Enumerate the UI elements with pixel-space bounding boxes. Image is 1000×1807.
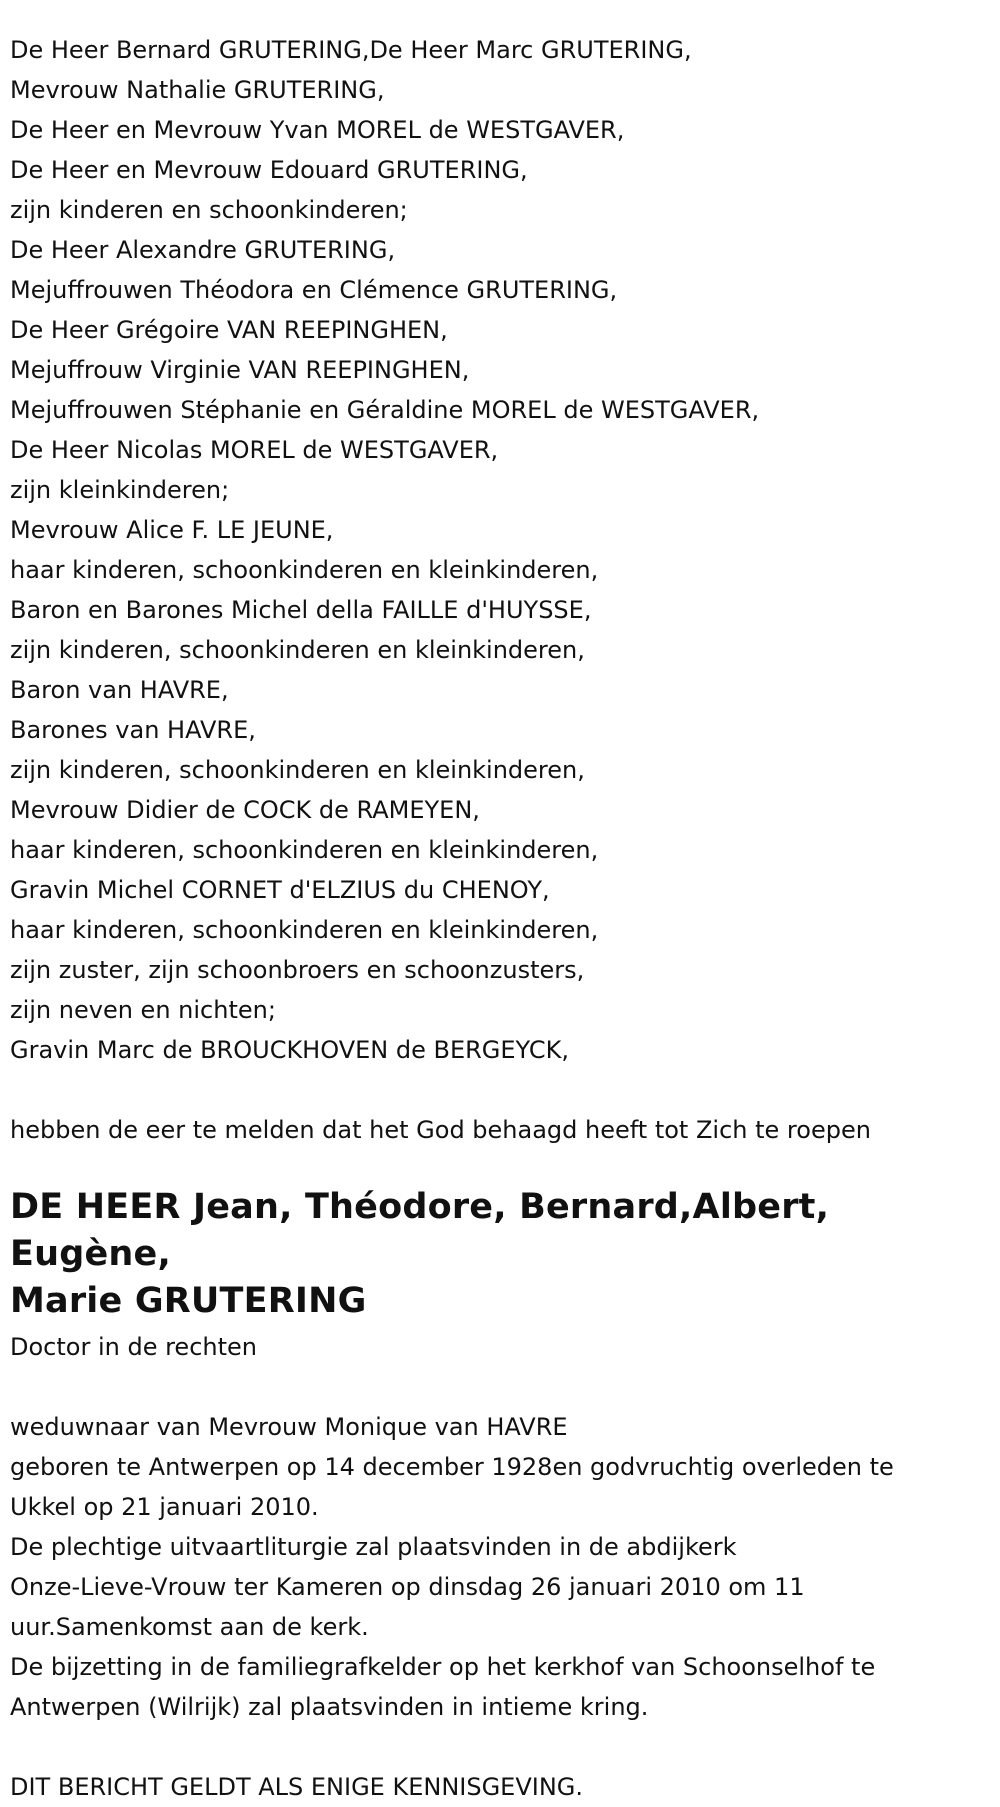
family-line: Mejuffrouw Virginie VAN REEPINGHEN, — [10, 356, 470, 384]
details-line: Onze-Lieve-Vrouw ter Kameren op dinsdag 26 januari 2010 om 11 — [10, 1573, 805, 1601]
family-line: De Heer Grégoire VAN REEPINGHEN, — [10, 316, 448, 344]
deceased-title: Doctor in de rechten — [10, 1333, 257, 1361]
family-line: De Heer en Mevrouw Yvan MOREL de WESTGAVER, — [10, 116, 625, 144]
details-line: De bijzetting in de familiegrafkelder op het kerkhof van Schoonselhof te — [10, 1653, 876, 1681]
family-line: haar kinderen, schoonkinderen en kleinkinderen, — [10, 556, 599, 584]
details-line: geboren te Antwerpen op 14 december 1928en godvruchtig overleden te — [10, 1453, 894, 1481]
family-list — [10, 30, 985, 1070]
family-line: De Heer Bernard GRUTERING,De Heer Marc GRUTERING, — [10, 36, 692, 64]
details-line: Ukkel op 21 januari 2010. — [10, 1493, 319, 1521]
details-line: Antwerpen (Wilrijk) zal plaatsvinden in intieme kring. — [10, 1693, 649, 1721]
family-line: zijn kinderen en schoonkinderen; — [10, 196, 408, 224]
family-line: zijn kinderen, schoonkinderen en kleinkinderen, — [10, 636, 585, 664]
family-line: Mejuffrouwen Stéphanie en Géraldine MOREL de WESTGAVER, — [10, 396, 760, 424]
family-line: De Heer Nicolas MOREL de WESTGAVER, — [10, 436, 499, 464]
deceased-name-line-1: DE HEER Jean, Théodore, Bernard,Albert, Eugène, — [10, 1187, 830, 1274]
family-line: zijn kleinkinderen; — [10, 476, 230, 504]
family-line: Mevrouw Alice F. LE JEUNE, — [10, 516, 334, 544]
family-line: haar kinderen, schoonkinderen en kleinkinderen, — [10, 916, 599, 944]
notice-statement: DIT BERICHT GELDT ALS ENIGE KENNISGEVING. — [10, 1773, 584, 1801]
family-line: Barones van HAVRE, — [10, 716, 256, 744]
family-line: De Heer Alexandre GRUTERING, — [10, 236, 396, 264]
details-line: weduwnaar van Mevrouw Monique van HAVRE — [10, 1413, 568, 1441]
deceased-name — [10, 1184, 985, 1325]
family-line: Mejuffrouwen Théodora en Clémence GRUTERING, — [10, 276, 618, 304]
family-line: zijn zuster, zijn schoonbroers en schoonzusters, — [10, 956, 585, 984]
family-line: haar kinderen, schoonkinderen en kleinkinderen, — [10, 836, 599, 864]
family-line: Gravin Michel CORNET d'ELZIUS du CHENOY, — [10, 876, 550, 904]
family-line: Mevrouw Didier de COCK de RAMEYEN, — [10, 796, 480, 824]
announcement-intro: hebben de eer te melden dat het God behaagd heeft tot Zich te roepen — [10, 1116, 871, 1144]
family-line: Baron van HAVRE, — [10, 676, 229, 704]
deceased-name-line-2: Marie GRUTERING — [10, 1281, 367, 1321]
family-line: zijn neven en nichten; — [10, 996, 276, 1024]
family-line: zijn kinderen, schoonkinderen en kleinkinderen, — [10, 756, 585, 784]
family-line: Baron en Barones Michel della FAILLE d'HUYSSE, — [10, 596, 592, 624]
family-line: Mevrouw Nathalie GRUTERING, — [10, 76, 385, 104]
family-line: De Heer en Mevrouw Edouard GRUTERING, — [10, 156, 528, 184]
details-line: uur.Samenkomst aan de kerk. — [10, 1613, 369, 1641]
details-line: De plechtige uitvaartliturgie zal plaatsvinden in de abdijkerk — [10, 1533, 737, 1561]
obituary-notice — [10, 30, 985, 1807]
funeral-details — [10, 1407, 985, 1727]
family-line: Gravin Marc de BROUCKHOVEN de BERGEYCK, — [10, 1036, 570, 1064]
